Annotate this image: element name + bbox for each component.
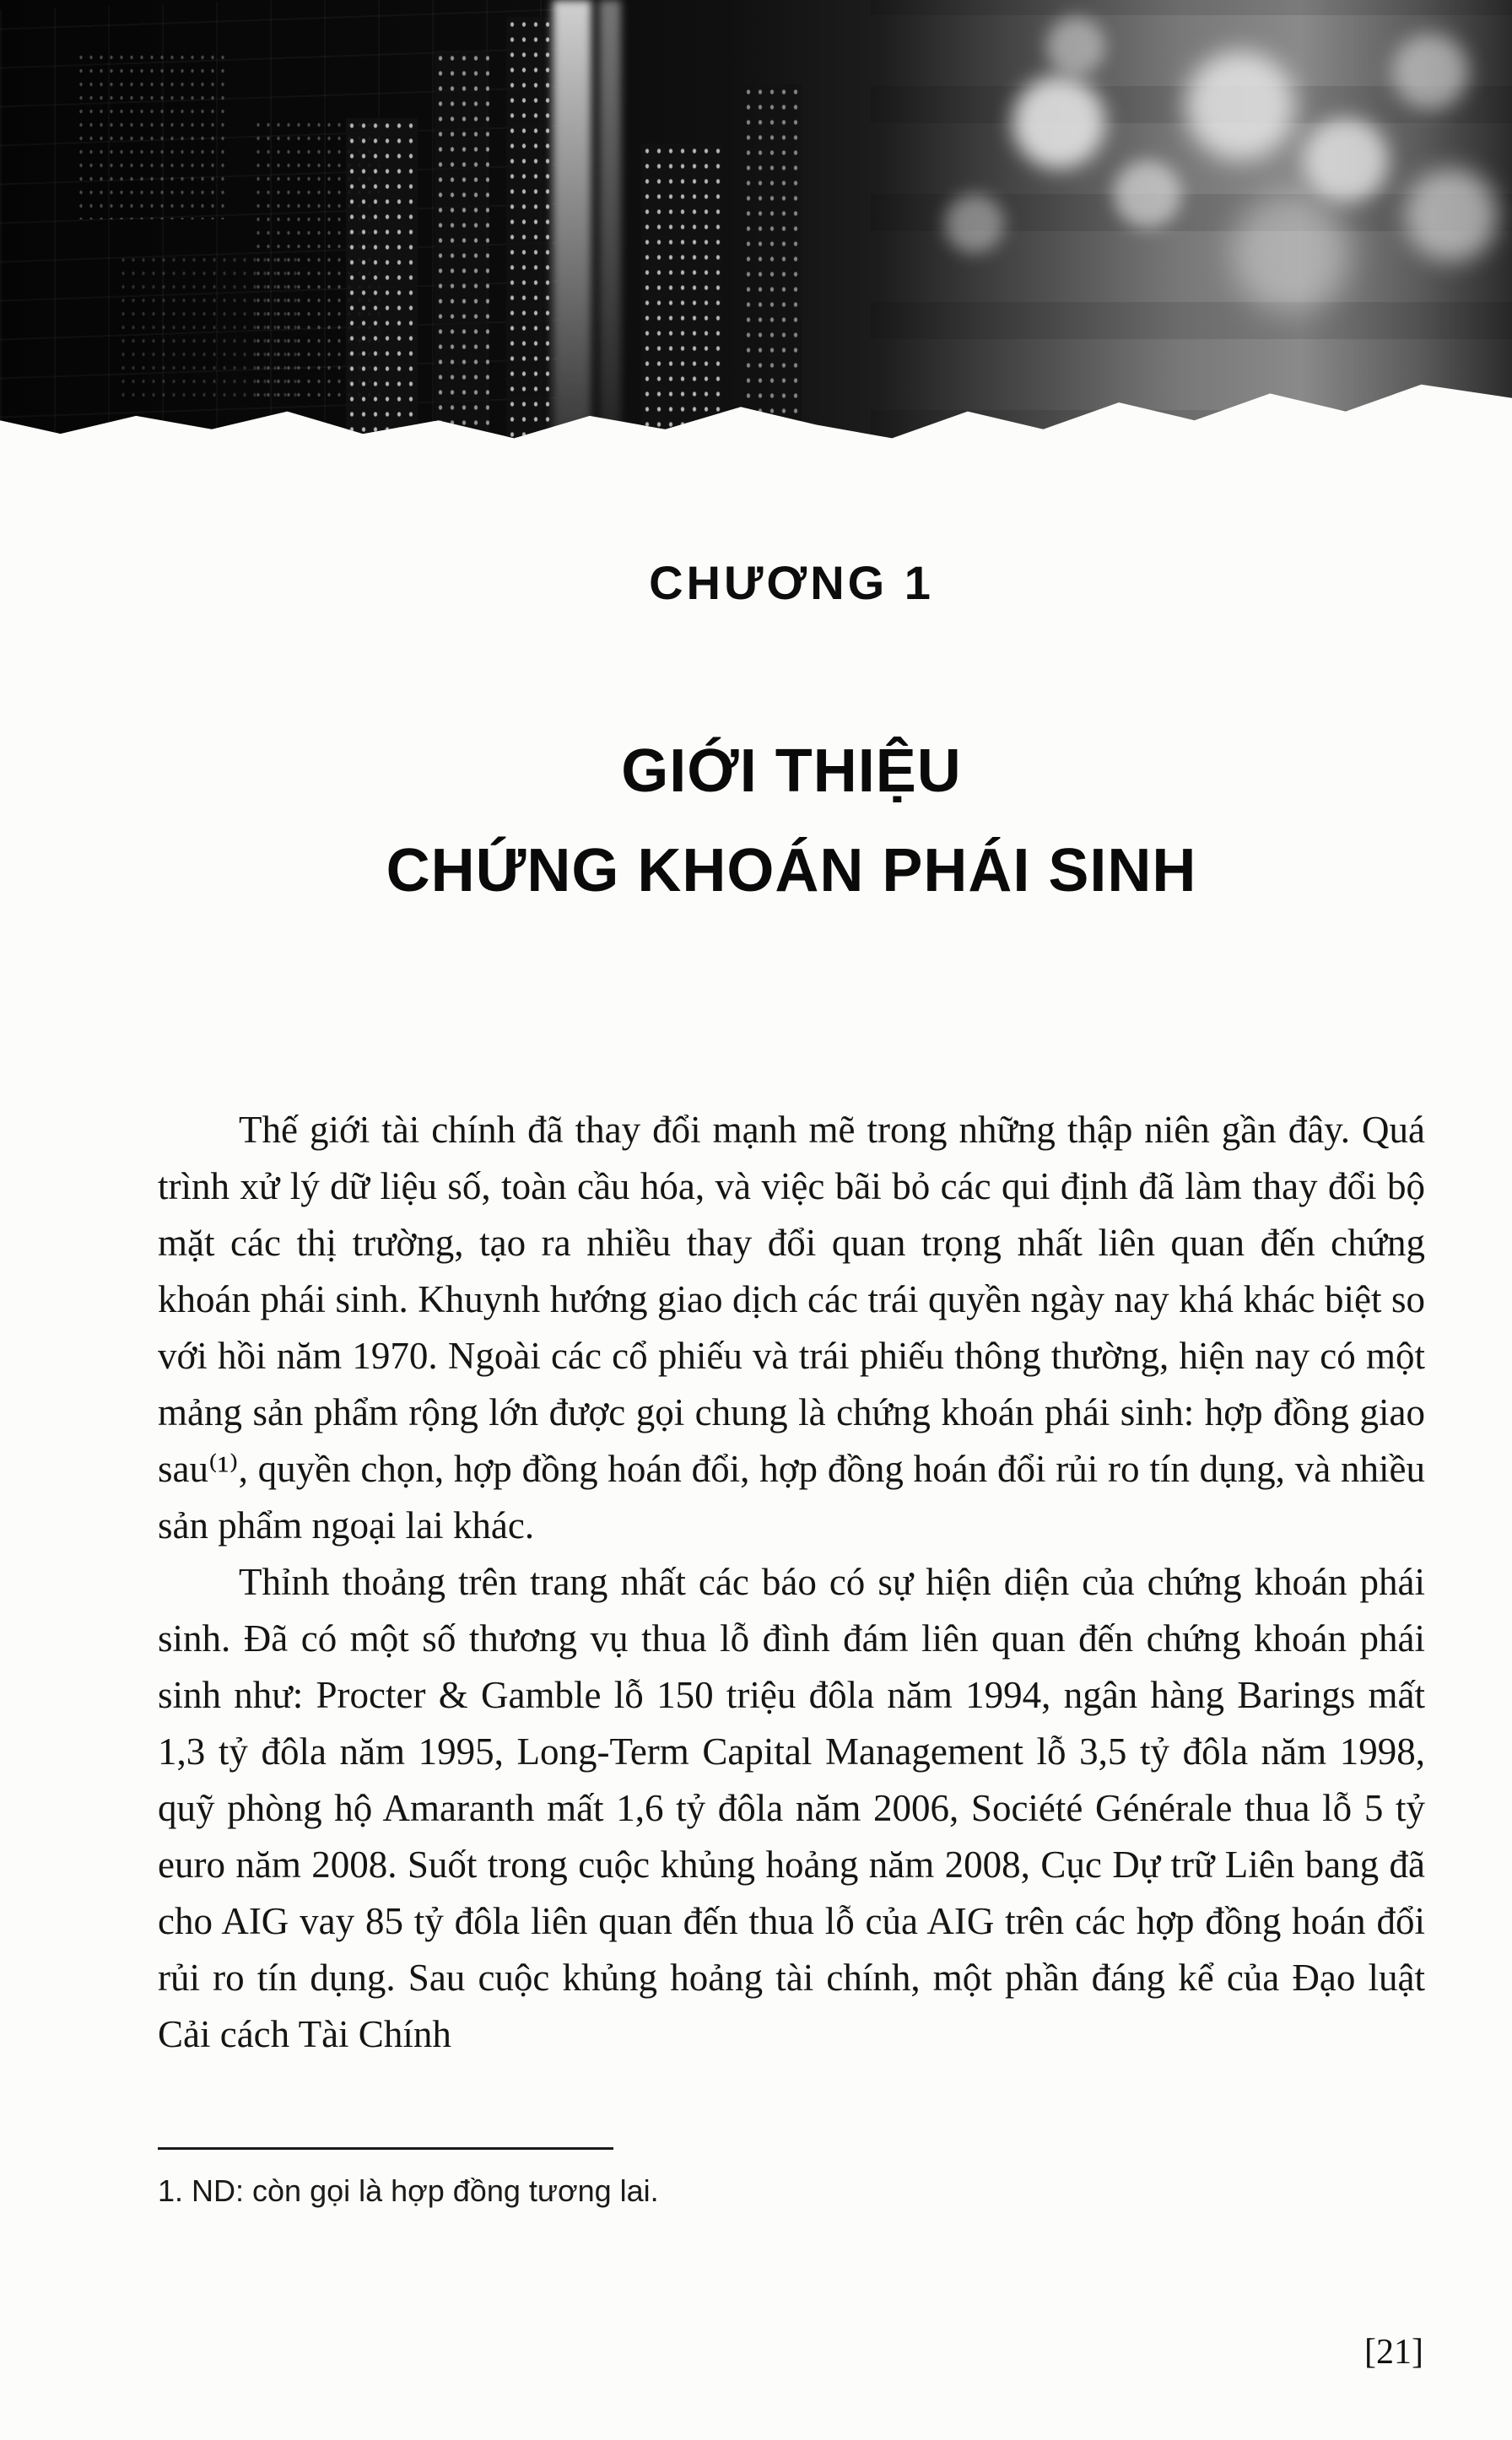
- footnote-divider: [158, 2147, 613, 2150]
- light-streak-decoration: [553, 0, 591, 447]
- ticker-digits-decoration: [118, 253, 304, 405]
- city-building-decoration: [742, 84, 802, 447]
- chapter-title-line2: CHỨNG KHOÁN PHÁI SINH: [386, 837, 1197, 904]
- page-number: [21]: [1364, 2333, 1423, 2372]
- city-building-decoration: [506, 17, 553, 447]
- bokeh-light: [945, 194, 1004, 253]
- text-column: [0, 555, 1512, 2211]
- bokeh-light: [1185, 51, 1295, 160]
- header-image: [0, 0, 1512, 447]
- city-building-decoration: [435, 51, 489, 447]
- bokeh-light: [1012, 76, 1105, 169]
- bokeh-light: [1392, 34, 1468, 110]
- ticker-digits-decoration: [76, 51, 228, 219]
- bokeh-light: [1046, 17, 1105, 76]
- bokeh-light: [1232, 194, 1350, 312]
- city-building-decoration: [641, 143, 721, 447]
- bokeh-light: [1405, 169, 1498, 262]
- light-streak-decoration: [599, 0, 621, 447]
- chapter-label: CHƯƠNG 1: [649, 556, 934, 609]
- bokeh-light: [1304, 118, 1388, 202]
- chapter-title-line1: GIỚI THIỆU: [621, 737, 962, 805]
- chapter-title: [158, 721, 1425, 920]
- bokeh-light: [1114, 160, 1181, 228]
- paragraph: Thế giới tài chính đã thay đổi mạnh mẽ trong những thập niên gần đây. Quá trình xử lý dữ liệu số, toàn cầu hóa, và việc bãi bỏ các qui định đã làm thay đổi bộ mặt các thị trường, tạo ra nhiều thay đổi quan trọng nhất liên quan đến chứng khoán phái sinh. Khuynh hướng giao dịch các trái quyền ngày nay khá khác biệt so với hồi năm 1970. Ngoài các cổ phiếu và trái phiếu thông thường, hiện nay có một mảng sản phẩm rộng lớn được gọi chung là chứng khoán phái sinh: hợp đồng giao sau⁽¹⁾, quyền chọn, hợp đồng hoán đổi, hợp đồng hoán đổi rủi ro tín dụng, và nhiều sản phẩm ngoại lai khác.: [158, 1109, 1425, 1547]
- body-text: [158, 1102, 1425, 2063]
- city-building-decoration: [346, 118, 418, 447]
- footnote: 1. ND: còn gọi là hợp đồng tương lai.: [158, 2173, 659, 2208]
- paragraph: Thỉnh thoảng trên trang nhất các báo có sự hiện diện của chứng khoán phái sinh. Đã có một số thương vụ thua lỗ đình đám liên quan đến chứng khoán phái sinh như: Procter & Gamble lỗ 150 triệu đôla năm 1994, ngân hàng Barings mất 1,3 tỷ đôla năm 1995, Long-Term Capital Management lỗ 3,5 tỷ đôla năm 1998, quỹ phòng hộ Amaranth mất 1,6 tỷ đôla năm 2006, Société Générale thua lỗ 5 tỷ euro năm 2008. Suốt trong cuộc khủng hoảng năm 2008, Cục Dự trữ Liên bang đã cho AIG vay 85 tỷ đôla liên quan đến thua lỗ của AIG trên các hợp đồng hoán đổi rủi ro tín dụng. Sau cuộc khủng hoảng tài chính, một phần đáng kể của Đạo luật Cải cách Tài Chính: [158, 1561, 1425, 2055]
